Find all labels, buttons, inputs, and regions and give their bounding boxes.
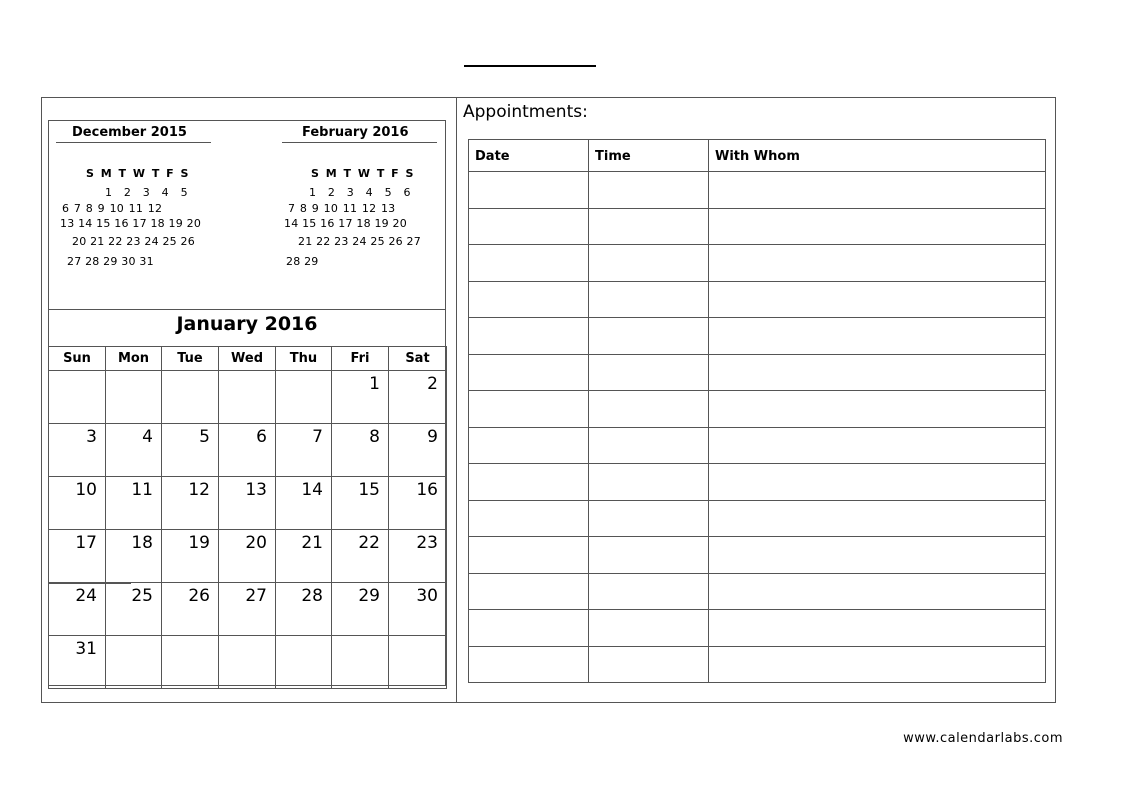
- day-cell: [106, 583, 162, 636]
- day-cell: [106, 424, 162, 477]
- day-number: [153, 648, 161, 651]
- day-number: 24: [75, 586, 97, 606]
- day-cell: [332, 477, 389, 530]
- weekday-header: Mon: [106, 347, 162, 371]
- day-number: 2: [427, 374, 438, 394]
- week-row: [49, 371, 447, 424]
- day-number: [267, 383, 275, 386]
- day-cell: [276, 371, 332, 424]
- with-whom-cell[interactable]: [709, 646, 1046, 683]
- column-header-time: Time: [589, 140, 709, 172]
- day-cell: [219, 371, 276, 424]
- date-cell[interactable]: [469, 245, 589, 282]
- mini-calendar-rule: [56, 142, 211, 143]
- appointment-row: [469, 318, 1046, 355]
- day-cell: [106, 636, 162, 689]
- day-cell: [219, 530, 276, 583]
- appointment-row: [469, 354, 1046, 391]
- day-number: 30: [416, 586, 438, 606]
- day-cell: [332, 530, 389, 583]
- day-number: 20: [245, 533, 267, 553]
- day-number: 11: [131, 480, 153, 500]
- mini-calendar-rule: [282, 142, 437, 143]
- week-row: [49, 583, 447, 636]
- day-cell: [389, 530, 447, 583]
- day-number: 22: [358, 533, 380, 553]
- day-cell: [49, 371, 106, 424]
- day-number: [210, 383, 218, 386]
- weekday-header: Sun: [49, 347, 106, 371]
- date-cell[interactable]: [469, 281, 589, 318]
- weekday-header: Wed: [219, 347, 276, 371]
- week-row: [49, 477, 447, 530]
- day-cell: [106, 530, 162, 583]
- day-cell: [219, 477, 276, 530]
- appointments-table: [468, 139, 1046, 683]
- day-cell: [276, 424, 332, 477]
- day-cell: [106, 371, 162, 424]
- day-number: 17: [75, 533, 97, 553]
- day-cell: [219, 636, 276, 689]
- day-cell: [162, 636, 219, 689]
- with-whom-cell[interactable]: [709, 245, 1046, 282]
- time-cell[interactable]: [589, 500, 709, 537]
- appointment-row: [469, 281, 1046, 318]
- day-cell: [389, 424, 447, 477]
- day-number: 13: [245, 480, 267, 500]
- with-whom-cell[interactable]: [709, 500, 1046, 537]
- weekday-header: Thu: [276, 347, 332, 371]
- day-number: [323, 648, 331, 651]
- appointment-row: [469, 573, 1046, 610]
- appointment-row: [469, 646, 1046, 683]
- weekday-header: Fri: [332, 347, 389, 371]
- day-number: 16: [416, 480, 438, 500]
- day-number: [438, 648, 446, 651]
- time-cell[interactable]: [589, 281, 709, 318]
- time-cell[interactable]: [589, 427, 709, 464]
- day-number: 7: [312, 427, 323, 447]
- appointment-row: [469, 391, 1046, 428]
- day-number: 18: [131, 533, 153, 553]
- weekday-header: Sat: [389, 347, 447, 371]
- stray-rule: [49, 583, 131, 584]
- day-cell: [389, 636, 447, 689]
- with-whom-cell[interactable]: [709, 537, 1046, 574]
- month-separator: [48, 309, 446, 310]
- appointment-row: [469, 537, 1046, 574]
- appointment-row: [469, 427, 1046, 464]
- date-cell[interactable]: [469, 573, 589, 610]
- mini-week-row: 28 29: [286, 255, 319, 268]
- time-cell[interactable]: [589, 172, 709, 209]
- day-number: [380, 648, 388, 651]
- with-whom-cell[interactable]: [709, 281, 1046, 318]
- date-cell[interactable]: [469, 427, 589, 464]
- day-number: 21: [301, 533, 323, 553]
- with-whom-cell[interactable]: [709, 208, 1046, 245]
- day-number: 1: [369, 374, 380, 394]
- day-number: 19: [188, 533, 210, 553]
- appointments-header-row: [469, 140, 1046, 172]
- day-cell: [276, 636, 332, 689]
- day-number: 3: [86, 427, 97, 447]
- day-number: 25: [131, 586, 153, 606]
- week-row: [49, 530, 447, 583]
- time-cell[interactable]: [589, 537, 709, 574]
- day-cell: [389, 583, 447, 636]
- appointments-title: Appointments:: [463, 102, 588, 122]
- column-divider: [456, 97, 457, 703]
- day-cell: [389, 371, 447, 424]
- mini-weekday-header: S M T W T F S: [86, 167, 190, 180]
- date-cell[interactable]: [469, 208, 589, 245]
- date-cell[interactable]: [469, 537, 589, 574]
- day-cell: [332, 636, 389, 689]
- day-number: 5: [199, 427, 210, 447]
- time-cell[interactable]: [589, 354, 709, 391]
- day-cell: [49, 583, 106, 636]
- day-cell: [219, 424, 276, 477]
- day-number: 28: [301, 586, 323, 606]
- day-number: [323, 383, 331, 386]
- date-cell[interactable]: [469, 646, 589, 683]
- day-cell: [106, 477, 162, 530]
- time-cell[interactable]: [589, 646, 709, 683]
- time-cell[interactable]: [589, 391, 709, 428]
- with-whom-cell[interactable]: [709, 391, 1046, 428]
- day-cell: [276, 530, 332, 583]
- with-whom-cell[interactable]: [709, 573, 1046, 610]
- time-cell[interactable]: [589, 610, 709, 647]
- appointment-row: [469, 172, 1046, 209]
- time-cell[interactable]: [589, 208, 709, 245]
- day-cell: [162, 530, 219, 583]
- mini-weekday-header: S M T W T F S: [311, 167, 415, 180]
- weekday-header-row: [49, 347, 447, 371]
- appointment-row: [469, 610, 1046, 647]
- date-cell[interactable]: [469, 464, 589, 501]
- day-number: [97, 383, 105, 386]
- day-number: 9: [427, 427, 438, 447]
- day-cell: [49, 477, 106, 530]
- mini-week-row: 20 21 22 23 24 25 26: [72, 235, 195, 248]
- mini-week-row: 21 22 23 24 25 26 27: [298, 235, 421, 248]
- day-number: 15: [358, 480, 380, 500]
- week-row: [49, 636, 447, 689]
- mini-week-row: 1 2 3 4 5 6: [309, 186, 411, 199]
- mini-week-row: 1 2 3 4 5: [105, 186, 188, 199]
- day-cell: [49, 424, 106, 477]
- name-line: [464, 65, 596, 67]
- time-cell[interactable]: [589, 245, 709, 282]
- day-cell: [162, 477, 219, 530]
- with-whom-cell[interactable]: [709, 318, 1046, 355]
- with-whom-cell[interactable]: [709, 464, 1046, 501]
- month-grid: [48, 346, 447, 689]
- date-cell[interactable]: [469, 391, 589, 428]
- time-cell[interactable]: [589, 464, 709, 501]
- day-number: 10: [75, 480, 97, 500]
- mini-calendar-title: December 2015: [72, 125, 187, 140]
- day-number: 14: [301, 480, 323, 500]
- with-whom-cell[interactable]: [709, 172, 1046, 209]
- column-header-date: Date: [469, 140, 589, 172]
- day-cell: [219, 583, 276, 636]
- day-cell: [162, 424, 219, 477]
- day-number: 27: [245, 586, 267, 606]
- mini-week-row: 27 28 29 30 31: [67, 255, 154, 268]
- day-number: 8: [369, 427, 380, 447]
- mini-calendar-title: February 2016: [302, 125, 409, 140]
- with-whom-cell[interactable]: [709, 427, 1046, 464]
- date-cell[interactable]: [469, 610, 589, 647]
- with-whom-cell[interactable]: [709, 354, 1046, 391]
- day-cell: [332, 583, 389, 636]
- day-cell: [276, 477, 332, 530]
- week-row: [49, 424, 447, 477]
- day-number: [153, 383, 161, 386]
- day-number: 12: [188, 480, 210, 500]
- time-cell[interactable]: [589, 573, 709, 610]
- weekday-header: Tue: [162, 347, 219, 371]
- with-whom-cell[interactable]: [709, 610, 1046, 647]
- day-number: 26: [188, 586, 210, 606]
- column-header-with-whom: With Whom: [709, 140, 1046, 172]
- day-number: 6: [256, 427, 267, 447]
- day-cell: [162, 583, 219, 636]
- mini-week-row: 13 14 15 16 17 18 19 20: [60, 217, 202, 230]
- time-cell[interactable]: [589, 318, 709, 355]
- date-cell[interactable]: [469, 172, 589, 209]
- day-number: 31: [75, 639, 97, 659]
- day-cell: [49, 530, 106, 583]
- appointment-row: [469, 500, 1046, 537]
- appointment-row: [469, 245, 1046, 282]
- day-number: 29: [358, 586, 380, 606]
- mini-week-row: 14 15 16 17 18 19 20: [284, 217, 407, 230]
- appointment-row: [469, 464, 1046, 501]
- day-number: 23: [416, 533, 438, 553]
- date-cell[interactable]: [469, 500, 589, 537]
- date-cell[interactable]: [469, 354, 589, 391]
- footer-url[interactable]: www.calendarlabs.com: [903, 731, 1063, 746]
- day-cell: [276, 583, 332, 636]
- day-cell: [332, 424, 389, 477]
- day-number: [210, 648, 218, 651]
- day-cell: [332, 371, 389, 424]
- date-cell[interactable]: [469, 318, 589, 355]
- mini-week-row: 6 7 8 9 10 11 12: [62, 202, 163, 215]
- month-title: January 2016: [176, 313, 318, 335]
- appointment-row: [469, 208, 1046, 245]
- day-cell: [49, 636, 106, 689]
- day-number: [267, 648, 275, 651]
- mini-week-row: 7 8 9 10 11 12 13: [288, 202, 396, 215]
- day-number: 4: [142, 427, 153, 447]
- day-cell: [389, 477, 447, 530]
- day-cell: [162, 371, 219, 424]
